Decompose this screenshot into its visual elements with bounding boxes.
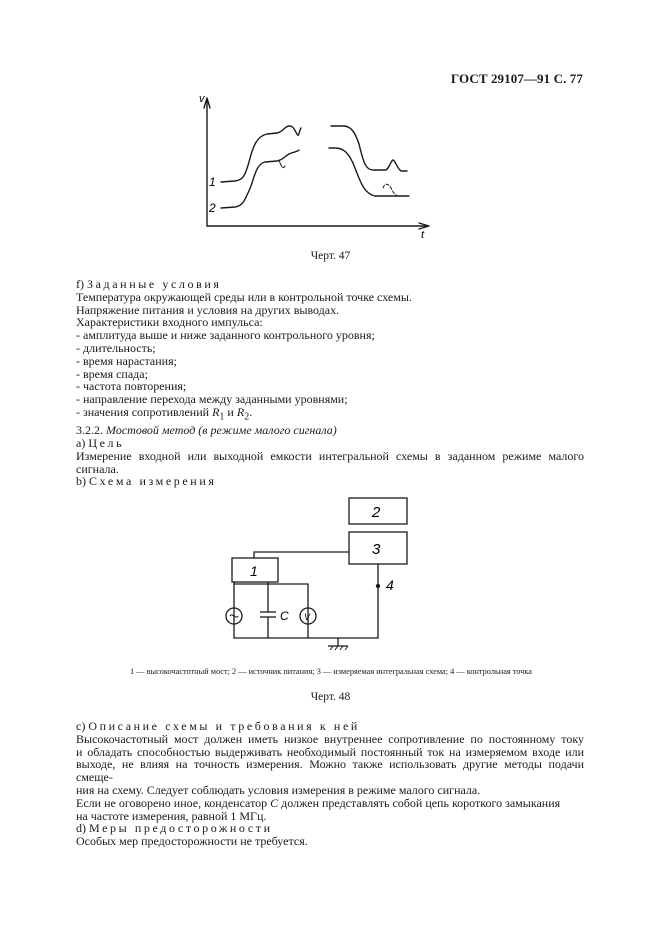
figure-48-circuit <box>220 492 420 662</box>
section-b-heading: b) Схема измерения <box>76 474 217 489</box>
curve-2-left <box>221 150 299 208</box>
page-header: ГОСТ 29107—91 С. 77 <box>450 71 583 86</box>
section-c-p2-line-2: на частоте измерения, равной 1 МГц. <box>76 808 267 823</box>
wire-bridge-bus <box>234 584 308 638</box>
curve-2-dip <box>279 160 285 168</box>
condition-line: - амплитуда выше и ниже заданного контрольного уровня; <box>76 328 375 343</box>
section-c-p1-line: и обладать способностью выдерживать необходимый постоянный ток на измеряемом входе или <box>76 744 584 759</box>
block-2-label: 2 <box>372 504 381 521</box>
condition-line: - время нарастания; <box>76 353 177 368</box>
y-axis-label: v <box>199 93 205 105</box>
condition-line: - время спада; <box>76 366 148 381</box>
section-c-d <box>76 720 584 848</box>
section-f-heading: f) Заданные условия <box>76 277 222 291</box>
section-f <box>76 278 584 488</box>
figure-47-graph <box>195 88 440 240</box>
condition-line: Температура окружающей среды или в контрольной точке схемы. <box>76 289 412 304</box>
point-4-label: 4 <box>386 577 394 593</box>
condition-line: - длительность; <box>76 340 156 355</box>
section-a-heading: а) Цель <box>76 435 125 450</box>
section-d-text: Особых мер предосторожности не требуется. <box>76 834 308 849</box>
condition-line: - направление перехода между заданными уровнями; <box>76 392 348 407</box>
condition-line: - частота повторения; <box>76 379 187 394</box>
curve-2-label: 2 <box>209 201 216 215</box>
curve-2-right <box>329 148 409 196</box>
section-c-heading: с) Описание схемы и требования к ней <box>76 719 360 733</box>
control-point-4 <box>376 584 380 588</box>
figure-48-caption: Черт. 48 <box>310 691 351 703</box>
figure-48-legend: 1 — высокочастотный мост; 2 — источник питания; 3 — измеряемая интегральная схема; 4 — контрольная точка <box>130 667 532 676</box>
condition-line: Напряжение питания и условия на других выводах. <box>76 302 340 317</box>
section-c-p1-line: Высокочастотный мост должен иметь низкое внутреннее сопротивление по постоянному току <box>76 731 584 746</box>
voltmeter-label: V <box>304 612 311 622</box>
wire-1-to-3 <box>254 552 349 558</box>
capacitor-label: C <box>280 609 289 623</box>
section-322-title: 3.2.2. Мостовой метод (в режиме малого сигнала) <box>76 423 337 438</box>
x-axis-label: t <box>421 229 425 240</box>
section-c-p1-line: ния на схему. Следует соблюдать условия измерения в режиме малого сигнала. <box>76 782 481 797</box>
section-a-text-end: сигнала. <box>76 461 119 476</box>
section-c-p2-line: Если не оговорено иное, конденсатор С должен представлять собой цепь короткого замыкания <box>76 795 561 810</box>
section-a-text: Измерение входной или выходной емкости интегральной схемы в заданном режиме малого <box>76 448 584 463</box>
figure-47-caption: Черт. 47 <box>310 250 351 262</box>
curve-2-dip-right <box>383 184 399 196</box>
section-d-heading: d) Меры предосторожности <box>76 821 273 836</box>
condition-line: Характеристики входного импульса: <box>76 315 263 330</box>
section-c-p1-line: выходе, не влияя на точность измерения. Можно также использовать другие методы подачи смеще- <box>76 757 584 785</box>
curve-1-right <box>331 126 407 171</box>
resistance-line: - значения сопротивлений $R_1$ и $R_2$. <box>76 404 253 423</box>
curve-1-label: 1 <box>209 175 216 189</box>
block-1-label: 1 <box>250 563 258 579</box>
block-3-label: 3 <box>372 541 381 558</box>
